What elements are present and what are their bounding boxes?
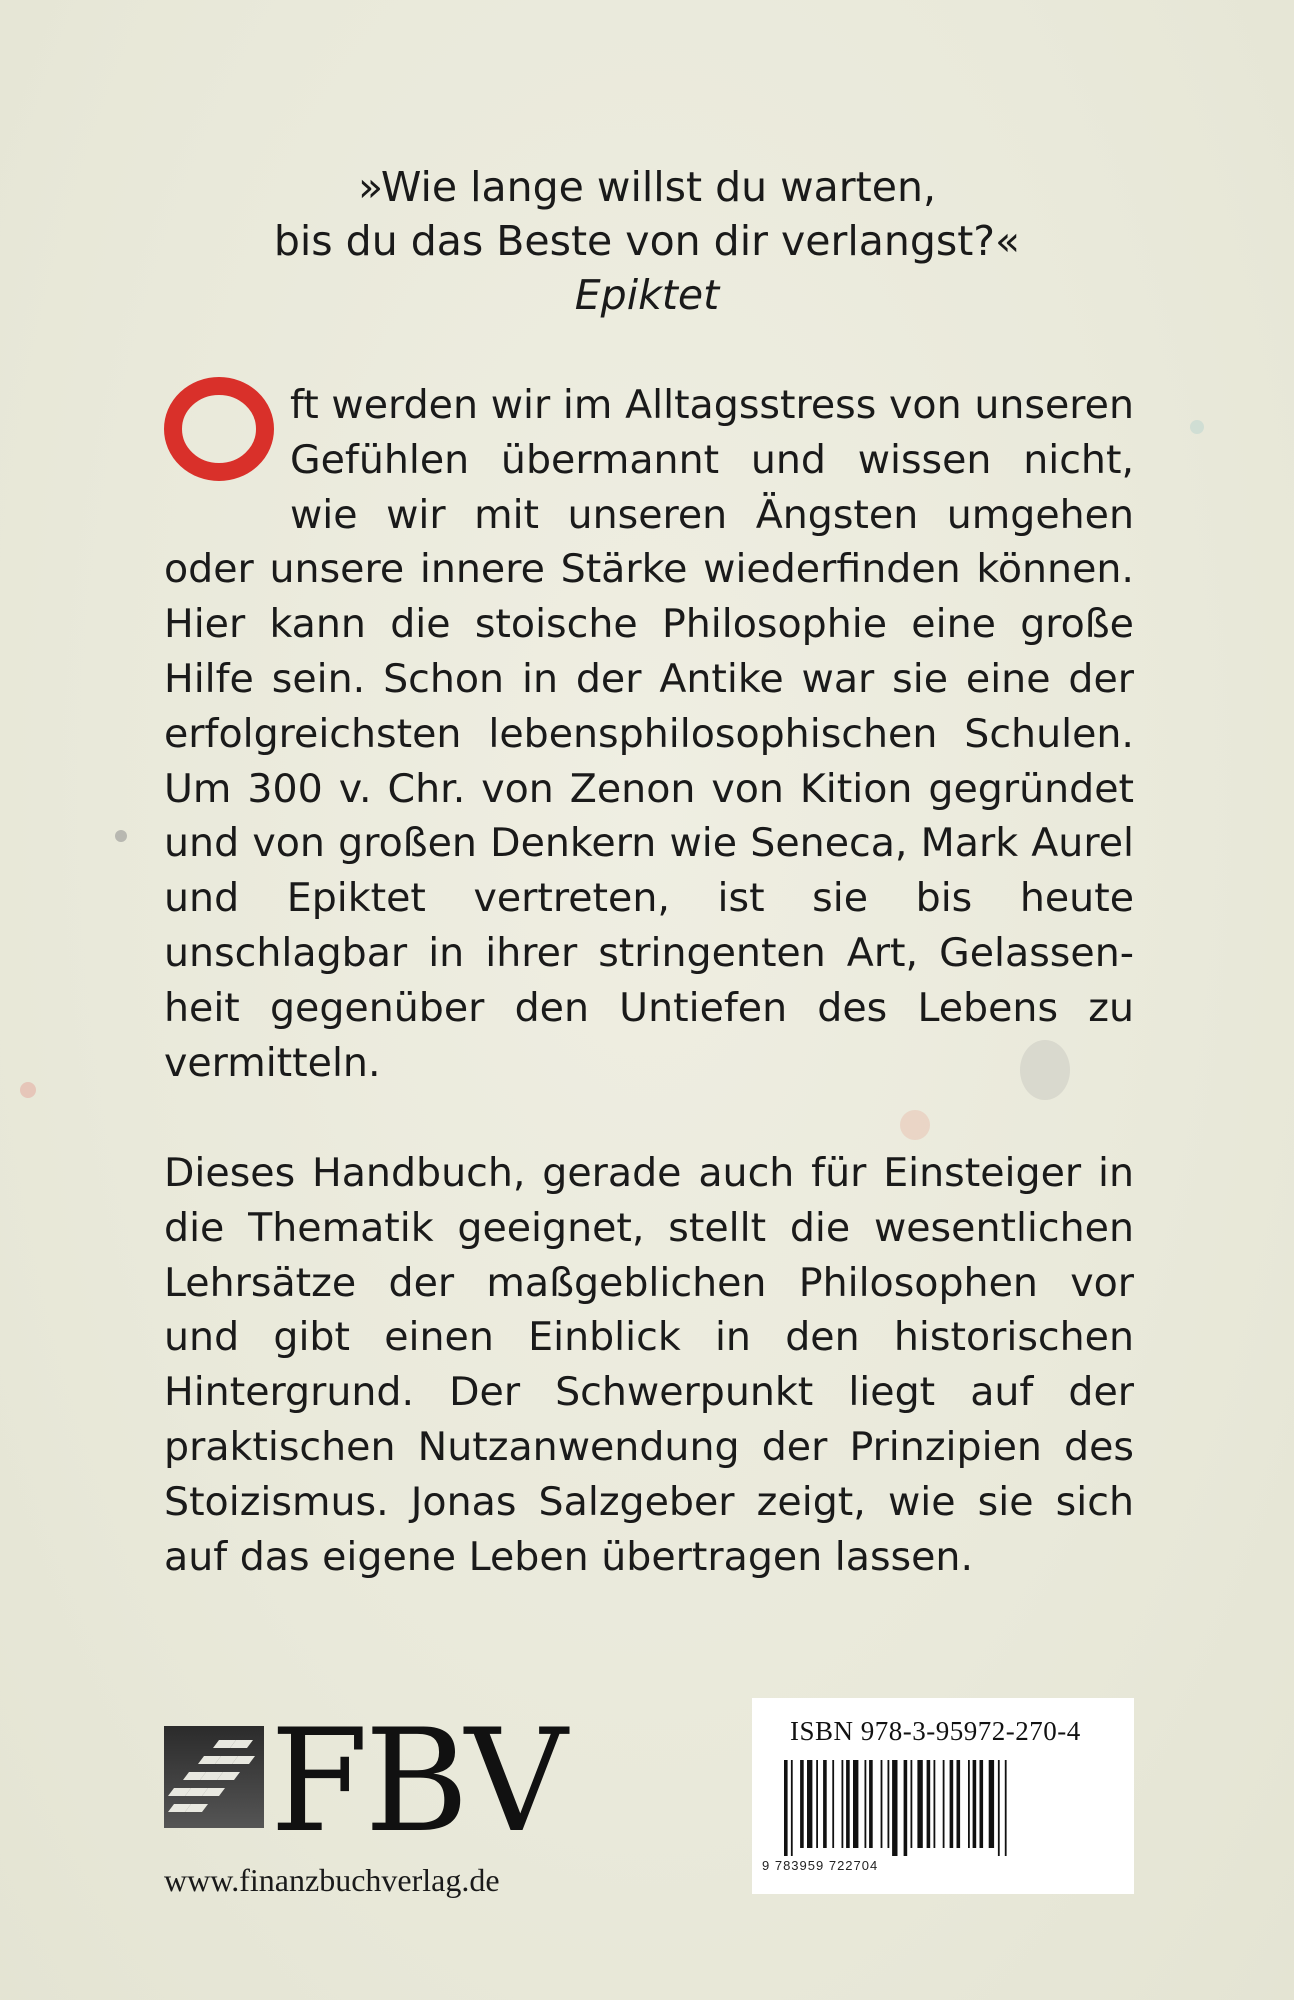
publisher-url: www.finanzbuchverlag.de (164, 1862, 500, 1898)
barcode-bar (869, 1760, 873, 1848)
barcode-bar (973, 1760, 977, 1848)
barcode-bar (892, 1760, 897, 1856)
paint-speck (115, 830, 127, 842)
barcode-digits: 9 783959 722704 (762, 1858, 879, 1873)
paint-speck (900, 1110, 930, 1140)
barcode-bar (911, 1760, 913, 1848)
epigraph-quote (0, 160, 1294, 322)
barcode-bars (784, 1760, 1104, 1856)
barcode-bar (943, 1760, 945, 1848)
barcode-bar (934, 1760, 936, 1848)
barcode-bar (957, 1760, 961, 1848)
barcode-bar (832, 1760, 834, 1848)
paint-speck (1190, 420, 1204, 434)
barcode-bar (881, 1760, 883, 1848)
barcode-bar (917, 1760, 922, 1848)
barcode-bar (816, 1760, 818, 1848)
dropcap-o (164, 374, 274, 484)
blurb-paragraph-1 (164, 378, 1134, 1090)
barcode-bar (865, 1760, 867, 1848)
isbn-barcode (752, 1698, 1134, 1894)
barcode-bar (998, 1760, 1000, 1856)
barcode-bar (842, 1760, 844, 1848)
fbv-logo-mark (164, 1726, 264, 1832)
quote-author: Epiktet (574, 271, 720, 319)
fbv-logo-text: FBV (270, 1699, 564, 1864)
paragraph-text: ft werden wir im Alltagsstress von unseren Gefühlen übermannt und wissen nicht, wie wir mit unseren Ängsten umgehen oder unsere innere Stärke wiederfinden können. Hier kann die stoische Philosophie eine große Hilfe sein. Schon in der Antike war sie eine der erfolgreichsten lebensphilosophischen Schulen. Um 300 v. Chr. von Zenon von Kition gegründet und von großen Denkern wie Seneca, Mark Aurel und Epiktet vertreten, ist sie bis heute unschlagbar in ihrer stringenten Art, Gelassenheit gegenüber den Untiefen des Lebens zu vermitteln. (164, 382, 1134, 1086)
barcode-bar (807, 1760, 812, 1848)
isbn-label: ISBN 978-3-95972-270-4 (790, 1716, 1081, 1746)
blurb-paragraph-2 (164, 1146, 1134, 1584)
paragraph-text: Dieses Handbuch, gerade auch für Einsteiger in die Thematik geeignet, stellt die wesentlichen Lehrsätze der maßgeblichen Philosophen vor und gibt einen Einblick in den historischen Hintergrund. Der Schwerpunkt liegt auf der praktischen Nutzanwendung der Prinzipien des Stoizismus. Jonas Salzgeber zeigt, wie sie sich auf das eigene Leben übertragen lassen. (164, 1150, 1134, 1580)
quote-line: bis du das Beste von dir verlangst?« (273, 217, 1021, 265)
barcode-bar (823, 1760, 827, 1848)
barcode-bar (968, 1760, 970, 1848)
barcode-bar (853, 1760, 858, 1848)
barcode-bar (791, 1760, 793, 1856)
barcode-bar (800, 1760, 804, 1848)
barcode-bar (784, 1760, 788, 1856)
barcode-bar (888, 1760, 890, 1848)
barcode-bar (846, 1760, 850, 1848)
barcode-bar (1005, 1760, 1007, 1856)
barcode-bar (989, 1760, 994, 1848)
barcode-bar (904, 1760, 908, 1856)
quote-line: »Wie lange willst du warten, (358, 163, 936, 211)
barcode-bar (950, 1760, 954, 1848)
barcode-bar (927, 1760, 931, 1848)
paint-speck (20, 1082, 36, 1098)
barcode-bar (980, 1760, 984, 1848)
